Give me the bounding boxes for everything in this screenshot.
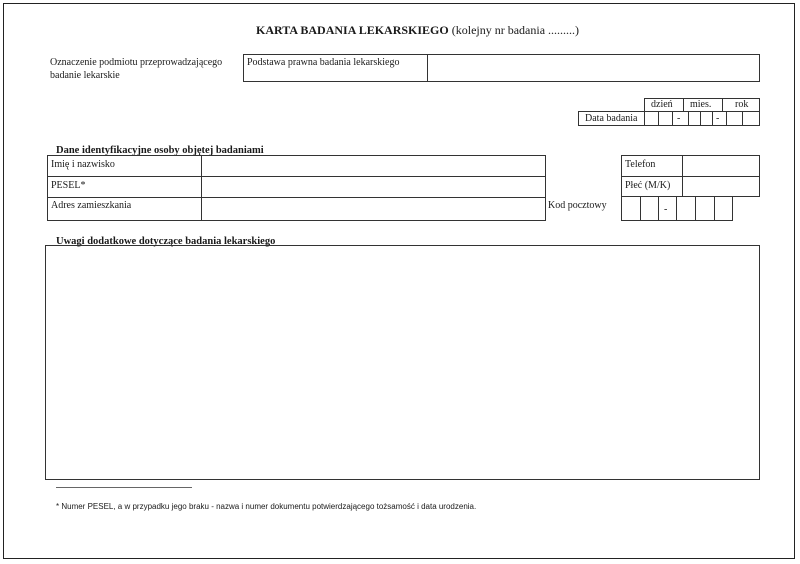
form-title-main: KARTA BADANIA LEKARSKIEGO (256, 23, 449, 37)
date-month-label: mies. (690, 99, 712, 110)
legal-basis-field[interactable] (430, 56, 756, 80)
phone-sex-row-div (621, 176, 760, 177)
name-label: Imię i nazwisko (51, 159, 115, 170)
sex-label: Płeć (M/K) (625, 180, 671, 191)
date-year-label: rok (735, 99, 749, 110)
remarks-section-title: Uwagi dodatkowe dotyczące badania lekarskiego (56, 236, 276, 247)
name-field[interactable] (203, 157, 543, 175)
identification-section-title: Dane identyfikacyjne osoby objętej badaniami (56, 145, 264, 156)
identification-row-div1 (47, 176, 546, 177)
pesel-field[interactable] (203, 178, 543, 196)
date-cell-div8 (742, 111, 743, 126)
entity-label-line1: Oznaczenie podmiotu przeprowadzającego (50, 57, 223, 68)
phone-field[interactable] (684, 157, 758, 175)
entity-label-line2: badanie lekarskie (50, 70, 120, 81)
date-separator-1: - (677, 113, 681, 124)
footnote-rule (56, 487, 192, 488)
phone-sex-col-div (682, 155, 683, 197)
form-page (3, 3, 795, 559)
exam-date-field[interactable] (645, 112, 742, 125)
remarks-field[interactable] (47, 247, 758, 478)
date-day-label: dzień (651, 99, 673, 110)
phone-label: Telefon (625, 159, 656, 170)
form-title-suffix: (kolejny nr badania .........) (451, 23, 580, 37)
legal-basis-divider (427, 54, 428, 82)
date-separator-2: - (716, 113, 720, 124)
legal-basis-label: Podstawa prawna badania lekarskiego (247, 57, 400, 68)
postal-code-field[interactable] (622, 197, 732, 220)
sex-field[interactable] (684, 178, 758, 196)
date-label: Data badania (585, 113, 638, 124)
identification-col-div (201, 155, 202, 221)
date-header-div1 (683, 98, 684, 112)
pesel-label: PESEL* (51, 180, 86, 191)
form-title (256, 24, 579, 36)
date-header-div2 (722, 98, 723, 112)
identification-row-div2 (47, 197, 546, 198)
address-field[interactable] (203, 199, 543, 219)
footnote-text: * Numer PESEL, a w przypadku jego braku - nazwa i numer dokumentu potwierdzającego tożsamość i data urodzenia. (56, 502, 477, 511)
postal-code-label: Kod pocztowy (548, 200, 607, 211)
address-label: Adres zamieszkania (51, 200, 132, 211)
postal-separator: - (664, 204, 668, 215)
